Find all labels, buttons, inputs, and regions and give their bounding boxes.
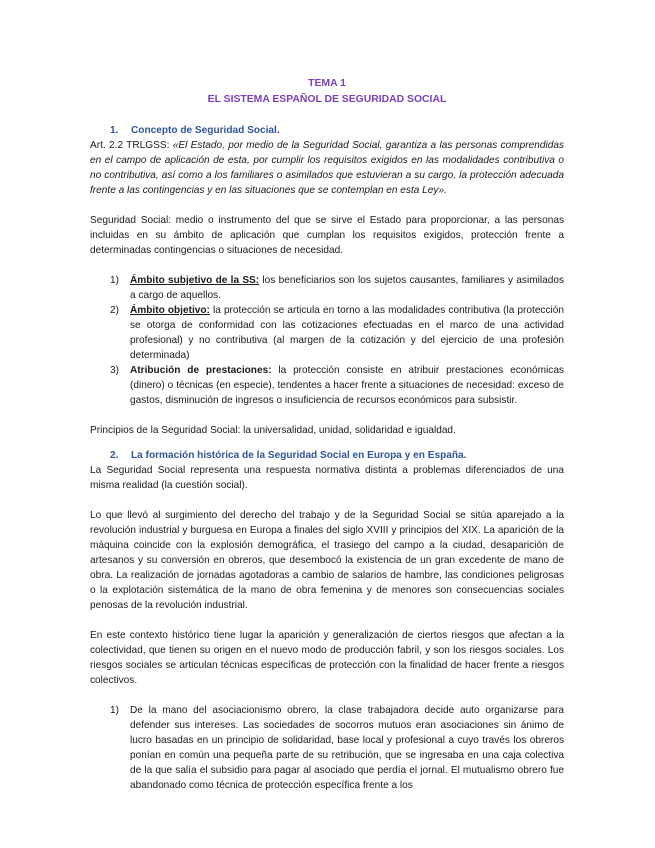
section2-paragraph-2: Lo que llevó al surgimiento del derecho del trabajo y de la Seguridad Social se sitúa aparejado a la revolución industrial y burguesa en Europa a finales del siglo XVIII y principios del XIX. La aparición de la máquina coincide con la explosión demográfica, el trasiego del campo a la ciudad, desaparición de artesanos y su conversión en obreros, que desembocó la existencia de un gran excedente de mano de obra. La realización de jornadas agotadoras a cambio de salarios de hambre, las condiciones peligrosas o la explotación sistemática de la mano de obra femenina y de menores son consecuencias sociales penosas de la revolución industrial. [90, 510, 564, 611]
section2-paragraph-1: La Seguridad Social representa una respuesta normativa distinta a problemas diferenciados de una misma realidad (la cuestión social). [90, 465, 564, 491]
section2-paragraph-3: En este contexto histórico tiene lugar la aparición y generalización de ciertos riesgos que afectan a la colectividad, que tienen su origen en el nuevo modo de producción fabril, y son los riesgos sociales. Los riesgos sociales se articulan técnicas específicas de protección con la finalidad de hacer frente a riesgos colectivos. [90, 630, 564, 686]
list-item-text: la protección consiste en atribuir prestaciones económicas (dinero) o técnicas (en especie), tendentes a hacer frente a situaciones de necesidad: exceso de gastos, disminución de ingresos o insuficiencia de recursos económicos para subsistir. [130, 365, 564, 406]
section2-list [90, 703, 564, 793]
list-item-term: Ámbito objetivo: [130, 305, 210, 316]
list-item [90, 363, 564, 408]
section2-heading [110, 448, 564, 463]
doc-title-line1: TEMA 1 [308, 78, 346, 89]
list-item [90, 303, 564, 363]
list-item-number: 1) [110, 275, 119, 286]
list-item [90, 703, 564, 793]
list-item-term: Ámbito subjetivo de la SS: [130, 275, 260, 286]
principles-paragraph: Principios de la Seguridad Social: la universalidad, unidad, solidaridad e igualdad. [90, 425, 456, 436]
section2-heading-text: La formación histórica de la Seguridad Social en Europa y en España. [131, 450, 467, 461]
section1-list [90, 273, 564, 408]
doc-title-line2: EL SISTEMA ESPAÑOL DE SEGURIDAD SOCIAL [207, 94, 447, 105]
article-quote: «El Estado, por medio de la Seguridad Social, garantiza a las personas comprendidas en el campo de aplicación de esta, por cumplir los requisitos exigidos en las modalidades contributiva o no contributiva, así como a los familiares o asimilados que estuvieran a su cargo, la protección adecuada frente a las contingencias y en las situaciones que se contemplan en esta Ley». [90, 140, 565, 196]
list-item-text: la protección se articula en torno a las modalidades contributiva (la protección se otorga de conformidad con las cotizaciones efectuadas en el marco de una actividad profesional) y no contributiva (al margen de la cotización y del ejercicio de una profesión determinada) [130, 305, 564, 361]
list-item-term: Atribución de prestaciones: [130, 365, 272, 376]
list-item-number: 3) [110, 365, 119, 376]
section1-number: 1. [110, 125, 119, 136]
article-paragraph [90, 138, 564, 198]
section1-heading-text: Concepto de Seguridad Social. [131, 125, 280, 136]
list-item-number: 2) [110, 305, 119, 316]
list-item-number: 1) [110, 705, 119, 716]
section2-number: 2. [110, 450, 119, 461]
section1-heading [110, 123, 564, 138]
list-item-text: De la mano del asociacionismo obrero, la clase trabajadora decide auto organizarse para defender sus intereses. Las sociedades de socorros mutuos eran asociaciones sin ánimo de lucro basadas en un principio de solidaridad, base local y profesional a cuyo través los obreros ponían en común una pequeña parte de su retribución, que se ingresaba en una caja colectiva de la que salía el subsidio para pagar al asociado que perdía el jornal. El mutualismo obrero fue abandonado como técnica de protección específica frente a los [130, 705, 564, 791]
list-item [90, 273, 564, 303]
article-ref: Art. 2.2 TRLGSS: [90, 140, 173, 151]
definition-paragraph: Seguridad Social: medio o instrumento del que se sirve el Estado para proporcionar, a las personas incluidas en su ámbito de aplicación que cumplan los requisitos exigidos, protección frente a determinadas contingencias o situaciones de necesidad. [90, 215, 564, 256]
list-item-text: los beneficiarios son los sujetos causantes, familiares y asimilados a cargo de aquellos. [130, 275, 564, 301]
document-body [90, 76, 564, 793]
